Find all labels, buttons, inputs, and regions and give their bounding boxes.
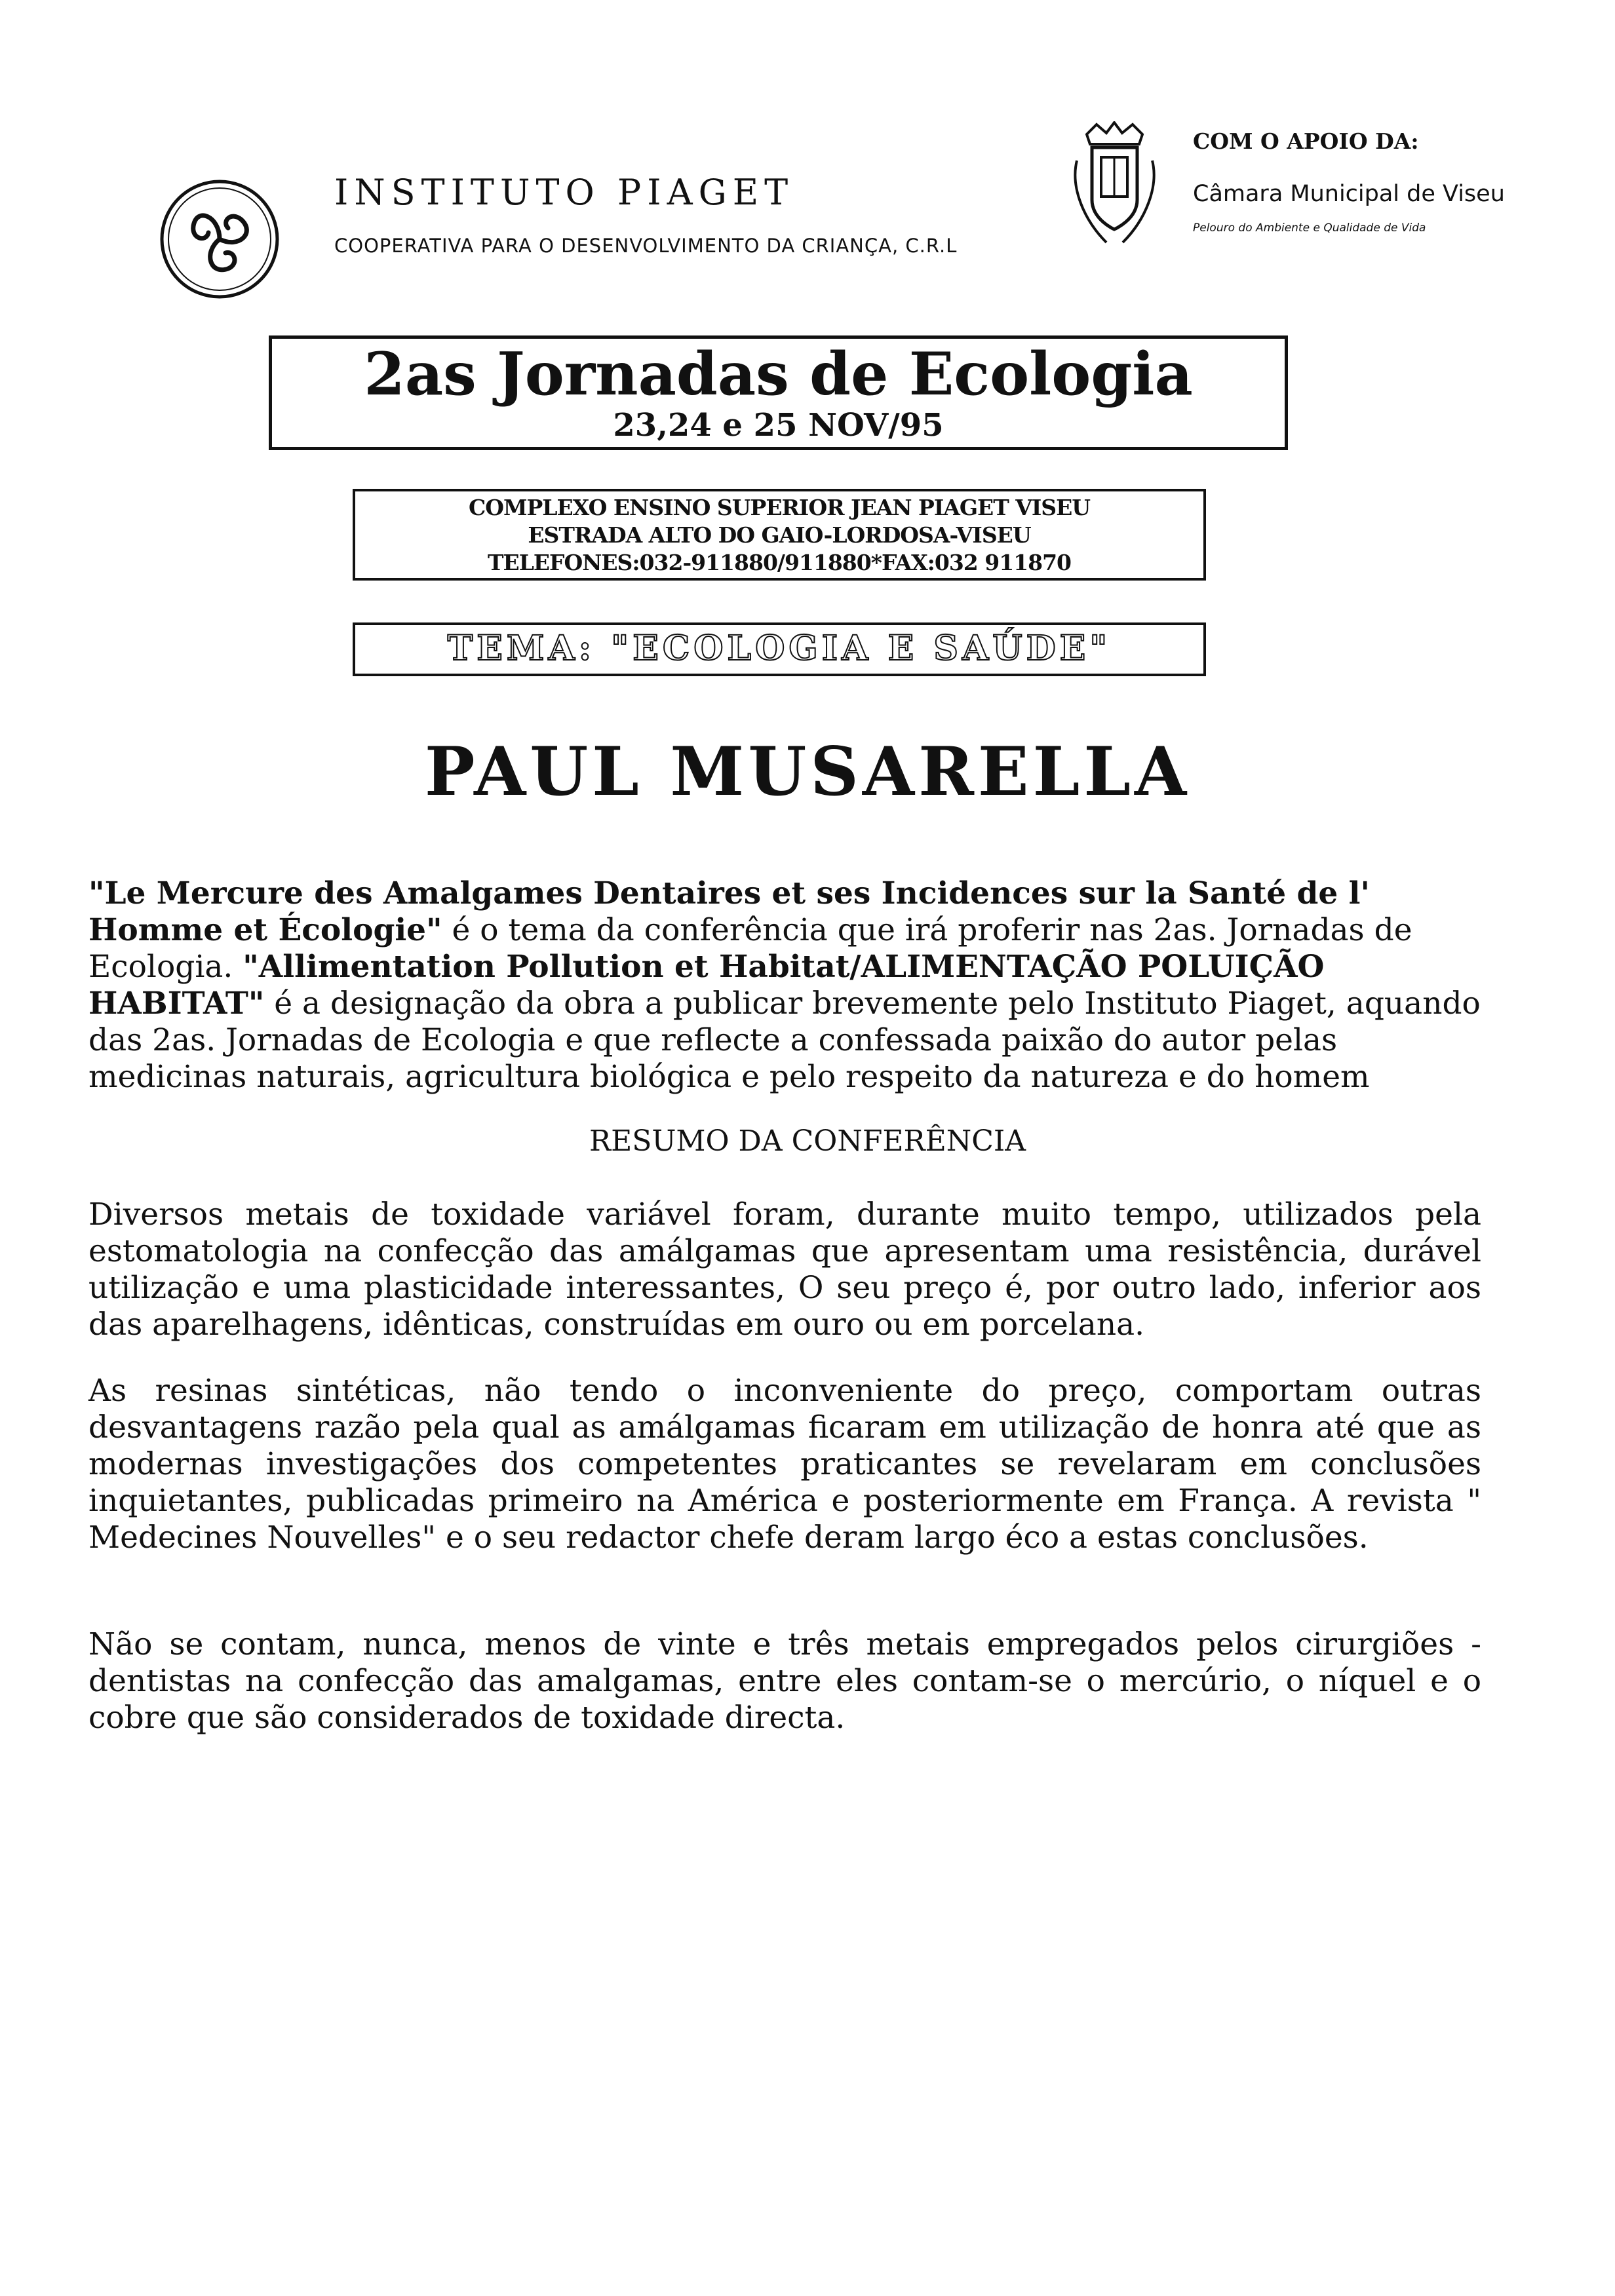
theme-text: TEMA: "ECOLOGIA E SAÚDE" <box>447 628 1112 668</box>
speaker-name: PAUL MUSARELLA <box>424 733 1191 811</box>
event-title: 2as Jornadas de Ecologia <box>364 339 1193 409</box>
title-box <box>269 335 1288 450</box>
paragraph-2: As resinas sintéticas, não tendo o inconveniente do preço, comportam outras desvantagens razão pela qual as amálgamas ficaram em utilização de honra até que as modernas investigações dos competentes praticantes se revelaram em conclusões inquietantes, publicadas primeiro na América e posteriormente em França. A revista " Medecines Nouvelles" e o seu redactor chefe deram largo éco a estas conclusões. <box>88 1373 1481 1556</box>
municipal-crest-icon <box>1067 121 1162 252</box>
intro-text-1: é o tema da conferência que irá proferir nas 2as. Jornadas de Ecologia. <box>88 912 1412 985</box>
triskelion-logo-icon <box>157 177 282 301</box>
paragraph-3: Não se contam, nunca, menos de vinte e três metais empregados pelos cirurgiões - dentistas na confecção das amalgamas, entre eles contam-se o mercúrio, o níquel e o cobre que são considerados de toxidade directa. <box>88 1626 1481 1736</box>
intro-paragraph <box>88 875 1498 1096</box>
event-dates: 23,24 e 25 NOV/95 <box>613 407 944 444</box>
institute-name: INSTITUTO PIAGET <box>334 172 794 213</box>
address-line-3: TELEFONES:032-911880/911880*FAX:032 911870 <box>487 550 1072 575</box>
camara-name: Câmara Municipal de Viseu <box>1193 181 1505 207</box>
institute-subtitle: COOPERATIVA PARA O DESENVOLVIMENTO DA CRIANÇA, C.R.L <box>334 235 958 257</box>
conference-title: "Le Mercure des Amalgames Dentaires et ses Incidences sur la Santé de l' Homme et Écologie" <box>88 875 1370 948</box>
resumo-heading: RESUMO DA CONFERÊNCIA <box>589 1124 1026 1158</box>
intro-text-2: é a designação da obra a publicar brevemente pelo Instituto Piaget, aquando das 2as. Jornadas de Ecologia e que reflecte a confessada paixão do autor pelas medicinas naturais, agricultura biológica e pelo respeito da natureza e do homem <box>88 985 1481 1095</box>
book-title: "Allimentation Pollution et Habitat/ALIMENTAÇÃO POLUIÇÃO HABITAT" <box>88 949 1325 1022</box>
support-label: COM O APOIO DA: <box>1193 128 1419 154</box>
address-line-1: COMPLEXO ENSINO SUPERIOR JEAN PIAGET VISEU <box>468 495 1091 520</box>
paragraph-1: Diversos metais de toxidade variável foram, durante muito tempo, utilizados pela estomatologia na confecção das amálgamas que apresentam uma resistência, durável utilização e uma plasticidade interessantes, O seu preço é, por outro lado, inferior aos das aparelhagens, idênticas, construídas em ouro ou em porcelana. <box>88 1196 1481 1343</box>
address-box <box>353 489 1206 581</box>
theme-box <box>353 622 1206 676</box>
address-line-2: ESTRADA ALTO DO GAIO-LORDOSA-VISEU <box>528 522 1031 548</box>
pelouro-text: Pelouro do Ambiente e Qualidade de Vida <box>1193 221 1426 235</box>
